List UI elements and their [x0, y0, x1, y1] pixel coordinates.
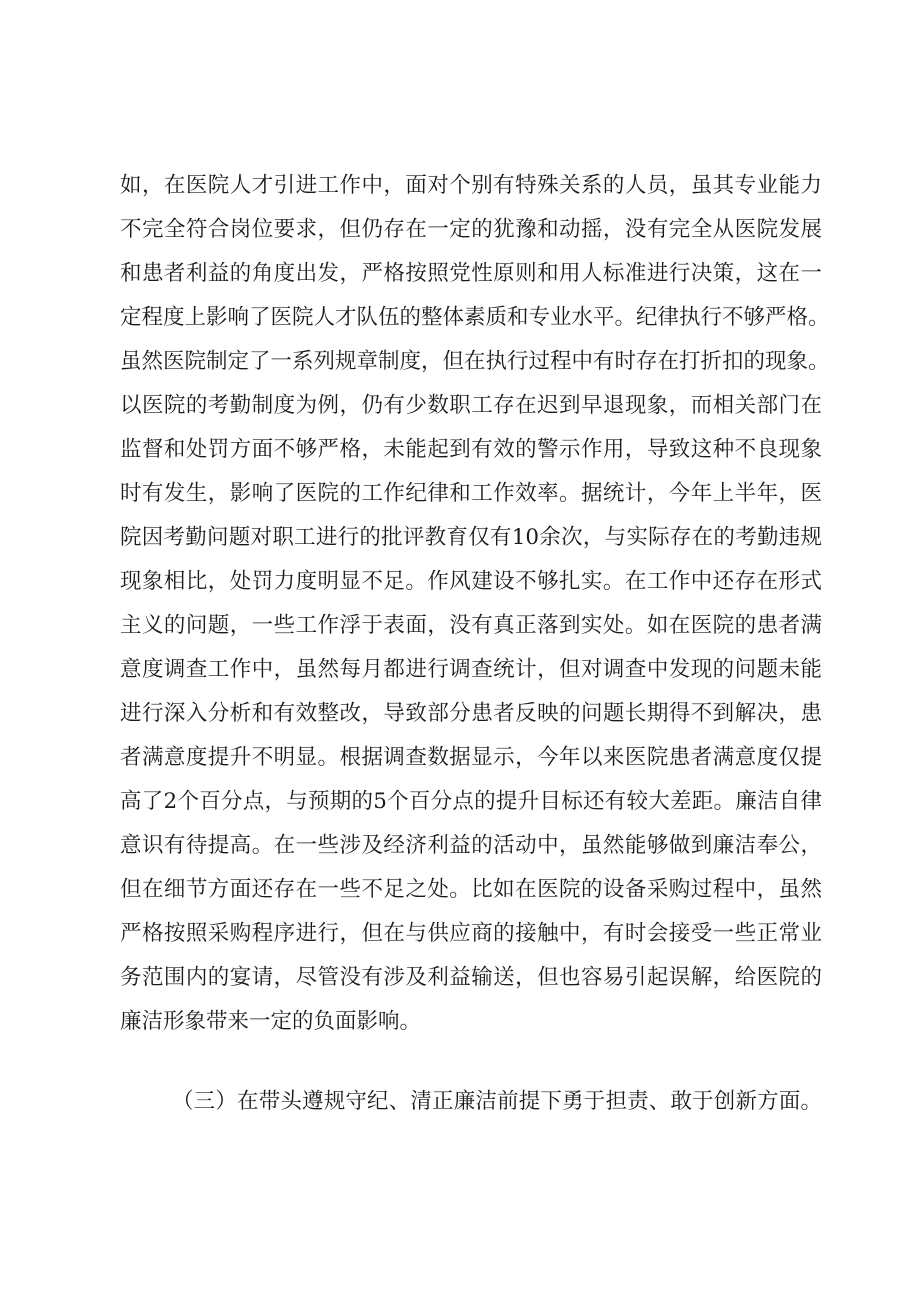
paragraph-line: 者满意度提升不明显。根据调查数据显示，今年以来医院患者满意度仅提 [120, 745, 822, 770]
paragraph-line: 意度调查工作中，虽然每月都进行调查统计，但对调查中发现的问题未能 [120, 657, 822, 682]
paragraph-line: 进行深入分析和有效整改，导致部分患者反映的问题长期得不到解决，患 [120, 701, 822, 726]
paragraph-line: 现象相比，处罚力度明显不足。作风建设不够扎实。在工作中还存在形式 [120, 569, 822, 594]
paragraph-line: 监督和处罚方面不够严格，未能起到有效的警示作用，导致这种不良现象 [120, 437, 822, 462]
paragraph-line: 但在细节方面还存在一些不足之处。比如在医院的设备采购过程中，虽然 [120, 877, 822, 902]
paragraph-line: 以医院的考勤制度为例，仍有少数职工存在迟到早退现象，而相关部门在 [120, 393, 822, 418]
paragraph-line: 不完全符合岗位要求，但仍存在一定的犹豫和动摇，没有完全从医院发展 [120, 217, 822, 242]
paragraph-line: 时有发生，影响了医院的工作纪律和工作效率。据统计，今年上半年，医 [120, 481, 822, 506]
body-paragraph [120, 164, 830, 1044]
paragraph-line: 定程度上影响了医院人才队伍的整体素质和专业水平。纪律执行不够严格。 [120, 305, 830, 330]
paragraph-line: 主义的问题，一些工作浮于表面，没有真正落到实处。如在医院的患者满 [120, 613, 822, 638]
paragraph-line: 院因考勤问题对职工进行的批评教育仅有10余次，与实际存在的考勤违规 [120, 525, 822, 550]
paragraph-line: 廉洁形象带来一定的负面影响。 [120, 1009, 422, 1034]
paragraph-line: 务范围内的宴请，尽管没有涉及利益输送，但也容易引起误解，给医院的 [120, 965, 822, 990]
paragraph-line: 高了2个百分点，与预期的5个百分点的提升目标还有较大差距。廉洁自律 [120, 789, 822, 814]
paragraph-line: 如，在医院人才引进工作中，面对个别有特殊关系的人员，虽其专业能力 [120, 173, 822, 198]
paragraph-line: 和患者利益的角度出发，严格按照党性原则和用人标准进行决策，这在一 [120, 261, 822, 286]
paragraph-line: 虽然医院制定了一系列规章制度，但在执行过程中有时存在打折扣的现象。 [120, 349, 830, 374]
paragraph-line: 意识有待提高。在一些涉及经济利益的活动中，虽然能够做到廉洁奉公， [120, 833, 822, 858]
paragraph-line: 严格按照采购程序进行，但在与供应商的接触中，有时会接受一些正常业 [120, 921, 822, 946]
section-heading: （三）在带头遵规守纪、清正廉洁前提下勇于担责、敢于创新方面。 [172, 1089, 822, 1114]
